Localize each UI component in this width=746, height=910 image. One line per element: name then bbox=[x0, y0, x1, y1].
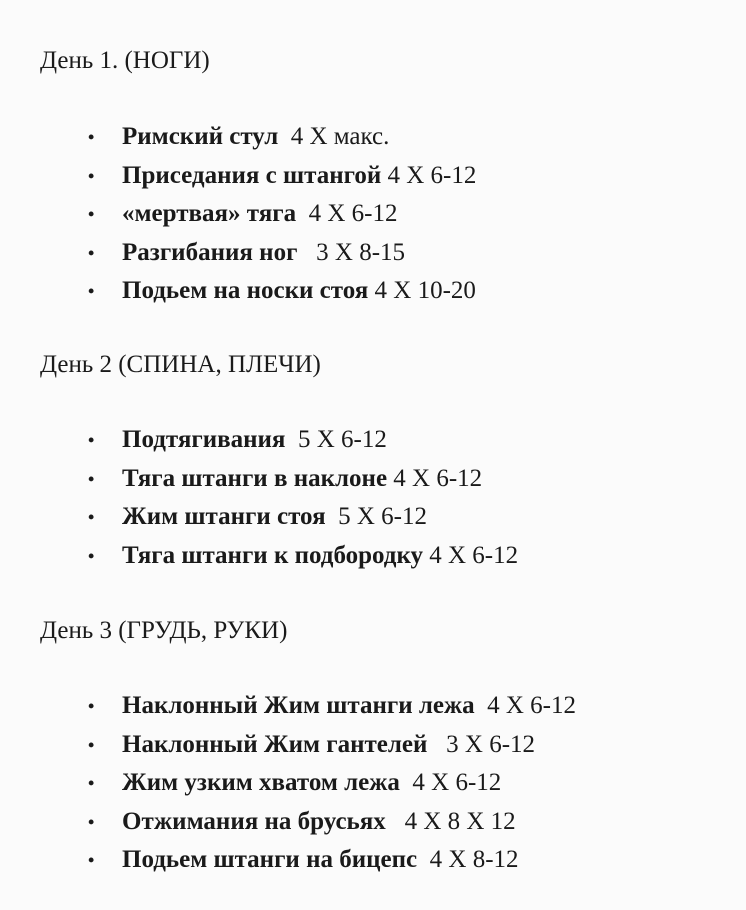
day-2-heading: День 2 (СПИНА, ПЛЕЧИ) bbox=[40, 351, 321, 378]
list-item bbox=[0, 841, 576, 880]
exercise-name: Тяга штанги к подбородку bbox=[122, 541, 423, 569]
day-2-exercise-list bbox=[0, 421, 518, 575]
day-1-heading: День 1. (НОГИ) bbox=[40, 47, 210, 74]
exercise-sets: 4 Х 6-12 bbox=[487, 692, 577, 719]
day-3-exercise-list bbox=[0, 687, 576, 880]
list-item bbox=[0, 460, 518, 499]
exercise-name: Жим штанги стоя bbox=[122, 503, 326, 530]
exercise-sets: 4 Х 6-12 bbox=[393, 464, 483, 492]
list-item bbox=[0, 234, 476, 273]
exercise-name: «мертвая» тяга bbox=[122, 200, 297, 227]
exercise-sets: 5 Х 6-12 bbox=[338, 503, 427, 530]
list-item bbox=[0, 272, 476, 311]
bullet-icon: • bbox=[88, 430, 95, 450]
bullet-icon: • bbox=[88, 850, 95, 870]
exercise-sets: 3 Х 8-15 bbox=[316, 238, 406, 266]
list-item bbox=[0, 498, 518, 537]
exercise-sets: 4 Х 6-12 bbox=[412, 769, 502, 796]
bullet-icon: • bbox=[88, 204, 95, 224]
list-item bbox=[0, 421, 518, 460]
list-item bbox=[0, 687, 576, 726]
exercise-sets: 3 Х 6-12 bbox=[446, 730, 536, 758]
bullet-icon: • bbox=[88, 281, 95, 301]
exercise-name: Подьем штанги на бицепс bbox=[122, 846, 418, 873]
exercise-sets: 4 Х 8-12 bbox=[429, 846, 519, 873]
exercise-name: Римский стул bbox=[122, 123, 279, 150]
exercise-name: Приседания с штангой bbox=[122, 161, 382, 189]
exercise-sets: 4 Х 8 Х 12 bbox=[404, 807, 516, 835]
bullet-icon: • bbox=[88, 811, 95, 832]
exercise-sets: 4 Х 6-12 bbox=[387, 161, 477, 189]
bullet-icon: • bbox=[88, 545, 95, 566]
list-item bbox=[0, 157, 476, 196]
bullet-icon: • bbox=[88, 165, 95, 186]
exercise-name: Наклонный Жим штанги лежа bbox=[122, 692, 475, 719]
bullet-icon: • bbox=[88, 734, 95, 755]
exercise-name: Разгибания ног bbox=[122, 238, 298, 266]
exercise-sets: 4 Х 6-12 bbox=[429, 541, 519, 569]
exercise-name: Наклонный Жим гантелей bbox=[122, 730, 428, 758]
exercise-name: Тяга штанги в наклоне bbox=[122, 464, 388, 492]
exercise-name: Жим узким хватом лежа bbox=[122, 769, 400, 796]
bullet-icon: • bbox=[88, 773, 95, 793]
list-item bbox=[0, 764, 576, 803]
bullet-icon: • bbox=[88, 242, 95, 263]
bullet-icon: • bbox=[88, 507, 95, 527]
list-item bbox=[0, 726, 576, 765]
exercise-name: Подьем на носки стоя bbox=[122, 277, 369, 304]
exercise-sets: 4 Х макс. bbox=[290, 123, 390, 150]
bullet-icon: • bbox=[88, 468, 95, 489]
list-item bbox=[0, 537, 518, 576]
exercise-sets: 4 Х 6-12 bbox=[308, 200, 398, 227]
exercise-name: Отжимания на брусьях bbox=[122, 807, 386, 835]
list-item bbox=[0, 195, 476, 234]
list-item bbox=[0, 118, 476, 157]
exercise-sets: 4 Х 10-20 bbox=[374, 277, 476, 304]
day-1-exercise-list bbox=[0, 118, 476, 311]
day-3-heading: День 3 (ГРУДЬ, РУКИ) bbox=[40, 617, 288, 644]
list-item bbox=[0, 803, 576, 842]
bullet-icon: • bbox=[88, 127, 95, 147]
exercise-sets: 5 Х 6-12 bbox=[297, 426, 387, 453]
exercise-name: Подтягивания bbox=[122, 426, 286, 453]
bullet-icon: • bbox=[88, 696, 95, 716]
